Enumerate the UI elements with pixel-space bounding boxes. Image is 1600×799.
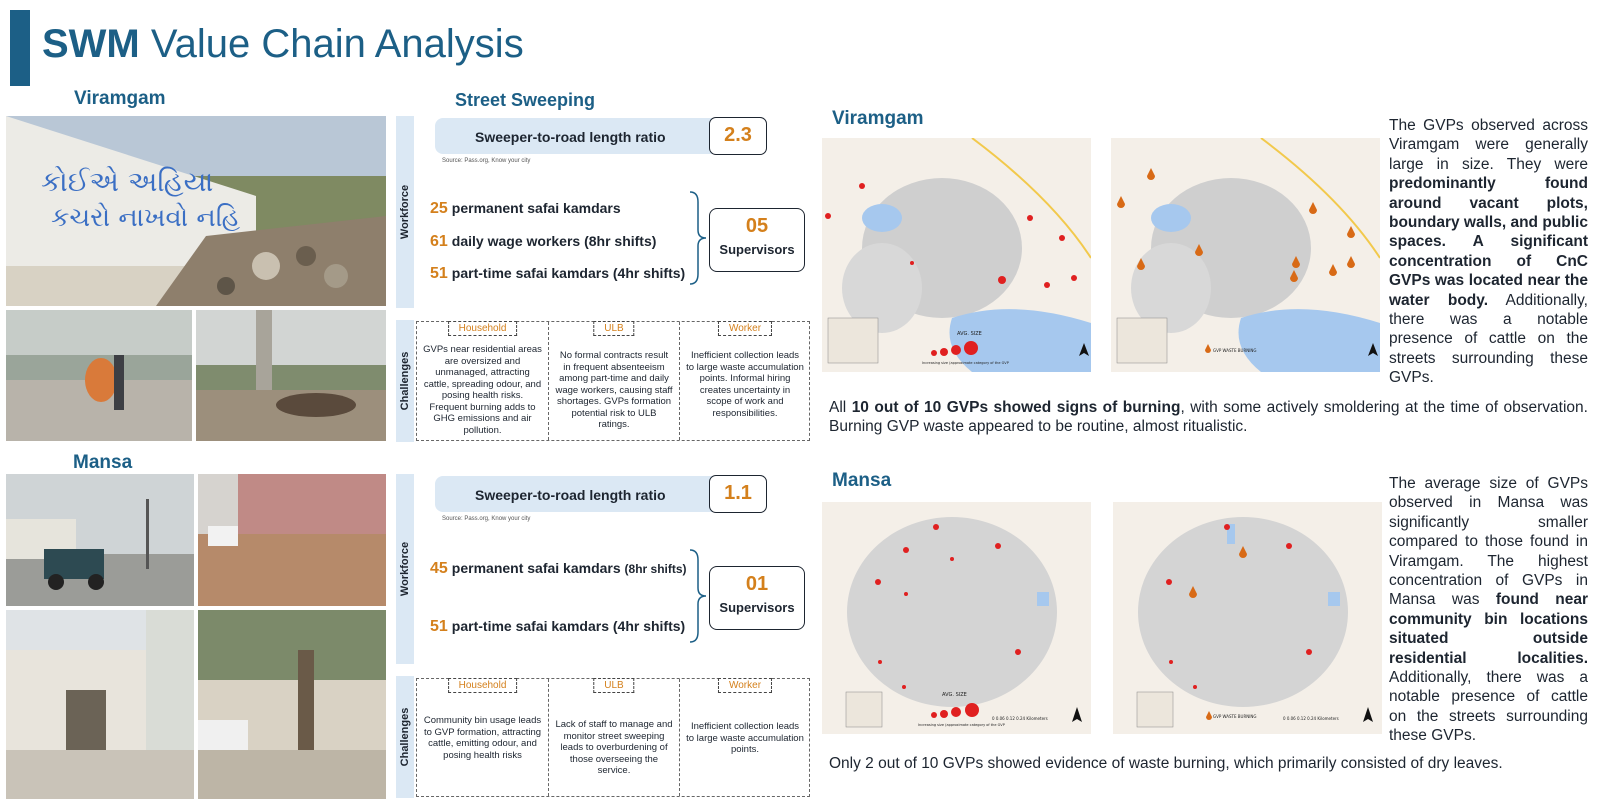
mansa-description: The average size of GVPs observed in Mansa was significantly smaller compared to those found in Viramgam. The highest concentration of GVPs in Mansa was found near community bin locations situated outside residential localities. Additionally, there was a notable presence of cattle on the streets surrounding these GVPs. [1389,475,1588,745]
workforce-item: 51 part-time safai kamdars (4hr shifts) [430,265,686,282]
ratio-label-viramgam: Sweeper-to-road length ratio [475,129,666,145]
map-gvp-burning-mansa [1113,502,1382,734]
svg-text:કોઈએ અહિયા: કોઈએ અહિયા [41,165,214,198]
mansa-summary: Only 2 out of 10 GVPs showed evidence of waste burning, which primarily consisted of dry leaves. [829,755,1503,772]
challenges-tab-viramgam: Challenges [396,320,414,442]
viramgam-description: The GVPs observed across Viramgam were generally large in size. They were predominantly found around vacant plots, boundary walls, and public spaces. A significant concentration of CnC GVPs was located near the water body. Additionally, there was a notable presence of cattle on the streets surrounding these GVPs. [1389,117,1588,387]
map-gvp-size-viramgam [822,138,1091,372]
photo-street-tractor [6,474,194,606]
map-legend-burning: GVP WASTE BURNING [1213,714,1257,719]
challenge-worker: Worker Inefficient collection leads to large waste accumulation points. Informal hiring creates uncertainty in scope of work and responsibilities. [679,322,810,440]
challenge-household: Household GVPs near residential areas are oversized and unmanaged, attracting cattle, spreading odour, and posing health risks. Frequent burning adds to GHG emissions and air pollution. [423,323,542,436]
map-legend-caption: Increasing size (approximate category of the GVP [922,361,1009,365]
workforce-tab-viramgam: Workforce [396,116,414,308]
photo-wall-waste [6,116,386,306]
map-gvp-size-mansa [822,502,1091,734]
viramgam-summary: All 10 out of 10 GVPs showed signs of burning, with some actively smoldering at the time of observation. Burning GVP waste appeared to be routine, almost ritualistic. [829,399,1588,436]
photo-old-building [6,610,194,799]
brace-icon [688,548,708,644]
map-gvp-burning-viramgam [1111,138,1380,372]
map-title-viramgam: Viramgam [832,108,924,129]
supervisors-label: Supervisors [719,242,795,257]
map-legend-size: AVG. SIZE [957,331,982,337]
supervisors-label: Supervisors [719,600,795,615]
challenges-tab-mansa: Challenges [396,676,414,798]
map-legend-size: AVG. SIZE [942,692,967,698]
challenge-worker: Worker Inefficient collection leads to large waste accumulation points. [679,679,810,796]
supervisors-box-viramgam [709,208,805,272]
ratio-value-viramgam: 2.3 [709,117,767,155]
supervisors-box-mansa [709,566,805,630]
photo-waste-picker [6,310,192,441]
workforce-item: 25 permanent safai kamdars [430,200,621,217]
challenge-household: Household Community bin usage leads to GVP formation, attracting cattle, emitting odour, and posing health risks [423,680,542,761]
workforce-item: 45 permanent safai kamdars (8hr shifts) [430,560,687,577]
source-note-viramgam: Source: Pass.org, Know your city [442,158,531,164]
workforce-tab-mansa: Workforce [396,474,414,664]
challenges-table-mansa [416,678,810,797]
page-title: SWM Value Chain Analysis [42,22,524,66]
supervisors-count: 05 [745,215,769,237]
brace-icon [688,190,708,286]
workforce-item: 51 part-time safai kamdars (4hr shifts) [430,618,686,635]
map-scale: 0 0.06 0.12 0.24 Kilometers [992,716,1048,721]
city-label-viramgam: Viramgam [74,88,166,109]
ratio-label-mansa: Sweeper-to-road length ratio [475,487,666,503]
street-sweeping-title: Street Sweeping [455,90,596,110]
supervisors-count: 01 [745,573,769,595]
workforce-item: 61 daily wage workers (8hr shifts) [430,233,657,250]
map-legend-burning: GVP WASTE BURNING [1213,348,1257,353]
source-note-mansa: Source: Pass.org, Know your city [442,516,531,522]
svg-text:કચરો નાખવો નહિ: કચરો નાખવો નહિ [51,203,241,233]
title-accent-bar [10,10,30,86]
map-scale: 0 0.06 0.12 0.24 Kilometers [1283,716,1339,721]
map-title-mansa: Mansa [832,470,892,491]
challenge-ulb: ULB No formal contracts result in frequent absenteeism among part-time and daily wage workers, causing staff shortages. GVPs formation potential risk to ULB ratings. [548,322,679,440]
photo-burning-waste [196,310,386,441]
city-label-mansa: Mansa [73,452,133,473]
photo-street-open-ground [198,474,386,606]
challenge-ulb: ULB Lack of staff to manage and monitor street sweeping leads to overburdening of those overseeing the service. [548,679,679,796]
photo-tree-street [198,610,386,799]
ratio-value-mansa: 1.1 [709,475,767,513]
map-legend-caption: Increasing size (approximate category of the GVP [918,723,1005,727]
challenges-table-viramgam [416,321,810,441]
